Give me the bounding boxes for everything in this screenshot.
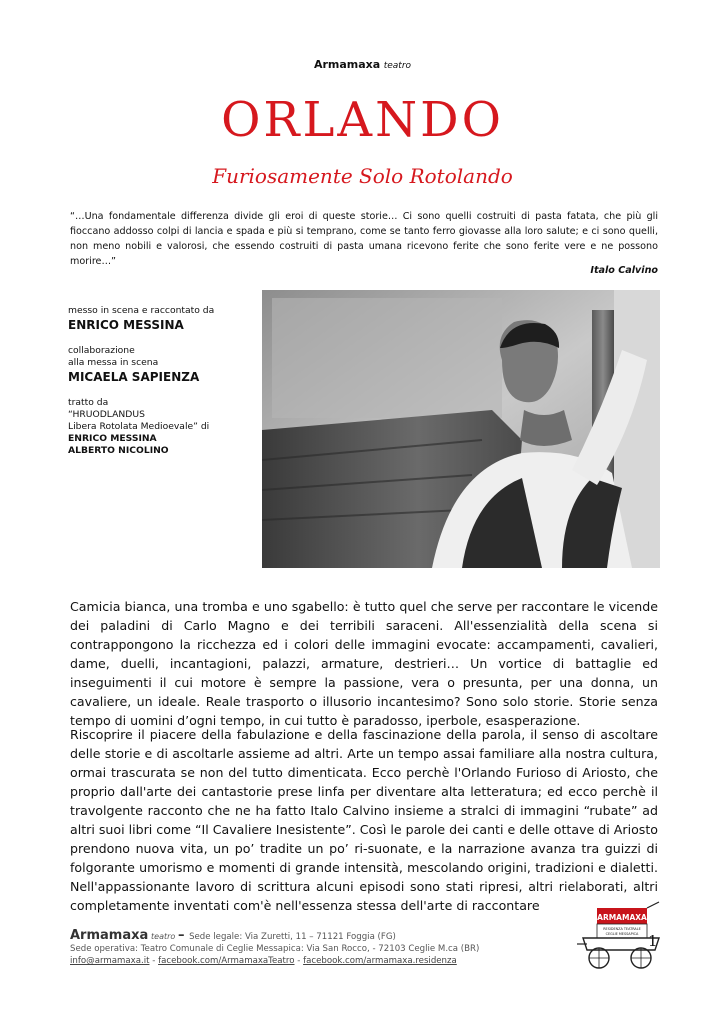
collaborator-name: MICAELA SAPIENZA [68,370,200,384]
footer-brand: Armamaxa [70,928,149,943]
quote-author: Italo Calvino [590,265,658,276]
body-paragraph-1: Camicia bianca, una tromba e uno sgabello: è tutto quel che serve per raccontare le vicende dei paladini di Carlo Magno e dei terribili saraceni. All'essenzialità della scena si contrappongono la ricchezza ed i colori delle immagini evocate: accampamenti, cavalieri, dame, duelli, incantagioni, palazzi, armature, destrieri… Un vortice di battaglie ed inseguimenti il cui motore è sempre la passione, vera o presunta, per una donna, un cavaliere, un ideale. Reale trasporto o illusorio incantesimo? Sono solo storie. Storie senza tempo di uomini d’ogni tempo, in cui tutto è paradosso, iperbole, esasperazione. [70,599,658,728]
page-title: ORLANDO [221,92,504,148]
footer-legal-address: Sede legale: Via Zuretti, 11 – 71121 Foggia (FG) [189,932,396,942]
performer-photo-illustration [262,290,660,568]
collab-label-2: alla messa in scena [68,357,159,368]
footer-links [70,955,540,967]
body-paragraph-2: Riscoprire il piacere della fabulazione e della fascinazione della parola, il senso di ascoltare delle storie e di ascoltarle assieme ad altri. Arte un tempo assai familiare alla nostra cultura, ormai trascurata se non del tutto dimenticata. Ecco perchè l'Orlando Furioso di Ariosto, che proprio dall'arte dei cantastorie prese linfa per diventare alta letteratura; ed ecco perchè il travolgente racconto che ne ha fatto Italo Calvino insieme a stralci di immagini “rubate” ad altri suoi libri come “Il Cavaliere Inesistente”. Così le parole dei canti e delle ottave di Ariosto prendono nuova vita, un po’ tradite un po’ ri-suonate, e la narrazione avanza tra guizzi di folgorante umorismo e momenti di grande intensità, mescolando origini, tradizioni e dialetti. Nell'appassionante lavoro di scrittura alcuni episodi sono stati ripresi, altri rielaborati, altri completamente inventati com'è nell'essenza stessa dell'arte di raccontare [70,727,658,913]
source-label-1: tratto da [68,397,109,408]
logo-caption-1: RESIDENZA TEATRALE [603,927,641,931]
footer-facebook-link-1[interactable]: facebook.com/ArmamaxaTeatro [158,956,295,966]
footer-email-link[interactable]: info@armamaxa.it [70,956,150,966]
company-suffix: teatro [383,61,412,71]
credits-block [68,305,238,457]
source-label-3: Libera Rotolata Medioevale” di [68,421,210,432]
source-author-1: ENRICO MESSINA [68,433,157,444]
company-name: Armamaxa [313,58,381,71]
intro-quote: “…Una fondamentale differenza divide gli eroi di queste storie… Ci sono quelli costruiti di pasta fatata, che più gli fioccano addosso colpi di lancia e spada e più si temprano, come se tanto ferro giovasse alla loro salute; e ci sono quelli, non meno nobili e valorosi, che essendo costruiti di pasta umana ricevono ferite che sono ferite vere e ne possono morire…” [70,211,658,267]
footer [70,930,540,967]
source-label-2: “HRUODLANDUS [68,409,145,420]
director-name: ENRICO MESSINA [68,318,184,332]
logo-name: ARMAMAXA [597,913,647,922]
page-number: 1 [648,932,658,950]
footer-line-1 [70,930,540,943]
source-author-2: ALBERTO NICOLINO [68,445,169,456]
logo-caption-2: CEGLIE MESSAPICA [605,932,639,936]
footer-dash: – [178,928,190,943]
footer-separator: - [149,956,159,966]
directed-label: messo in scena e raccontato da [68,305,215,316]
company-header [0,58,725,71]
collab-label-1: collaborazione [68,345,135,356]
page-subtitle: Furiosamente Solo Rotolando [212,164,513,188]
footer-facebook-link-2[interactable]: facebook.com/armamaxa.residenza [303,956,457,966]
footer-separator: - [294,956,304,966]
footer-brand-suffix: teatro [151,932,176,941]
performer-photo [262,290,660,568]
footer-operative-address: Sede operativa: Teatro Comunale di Ceglie Messapica: Via San Rocco, - 72103 Ceglie M.ca (BR) [70,944,480,954]
